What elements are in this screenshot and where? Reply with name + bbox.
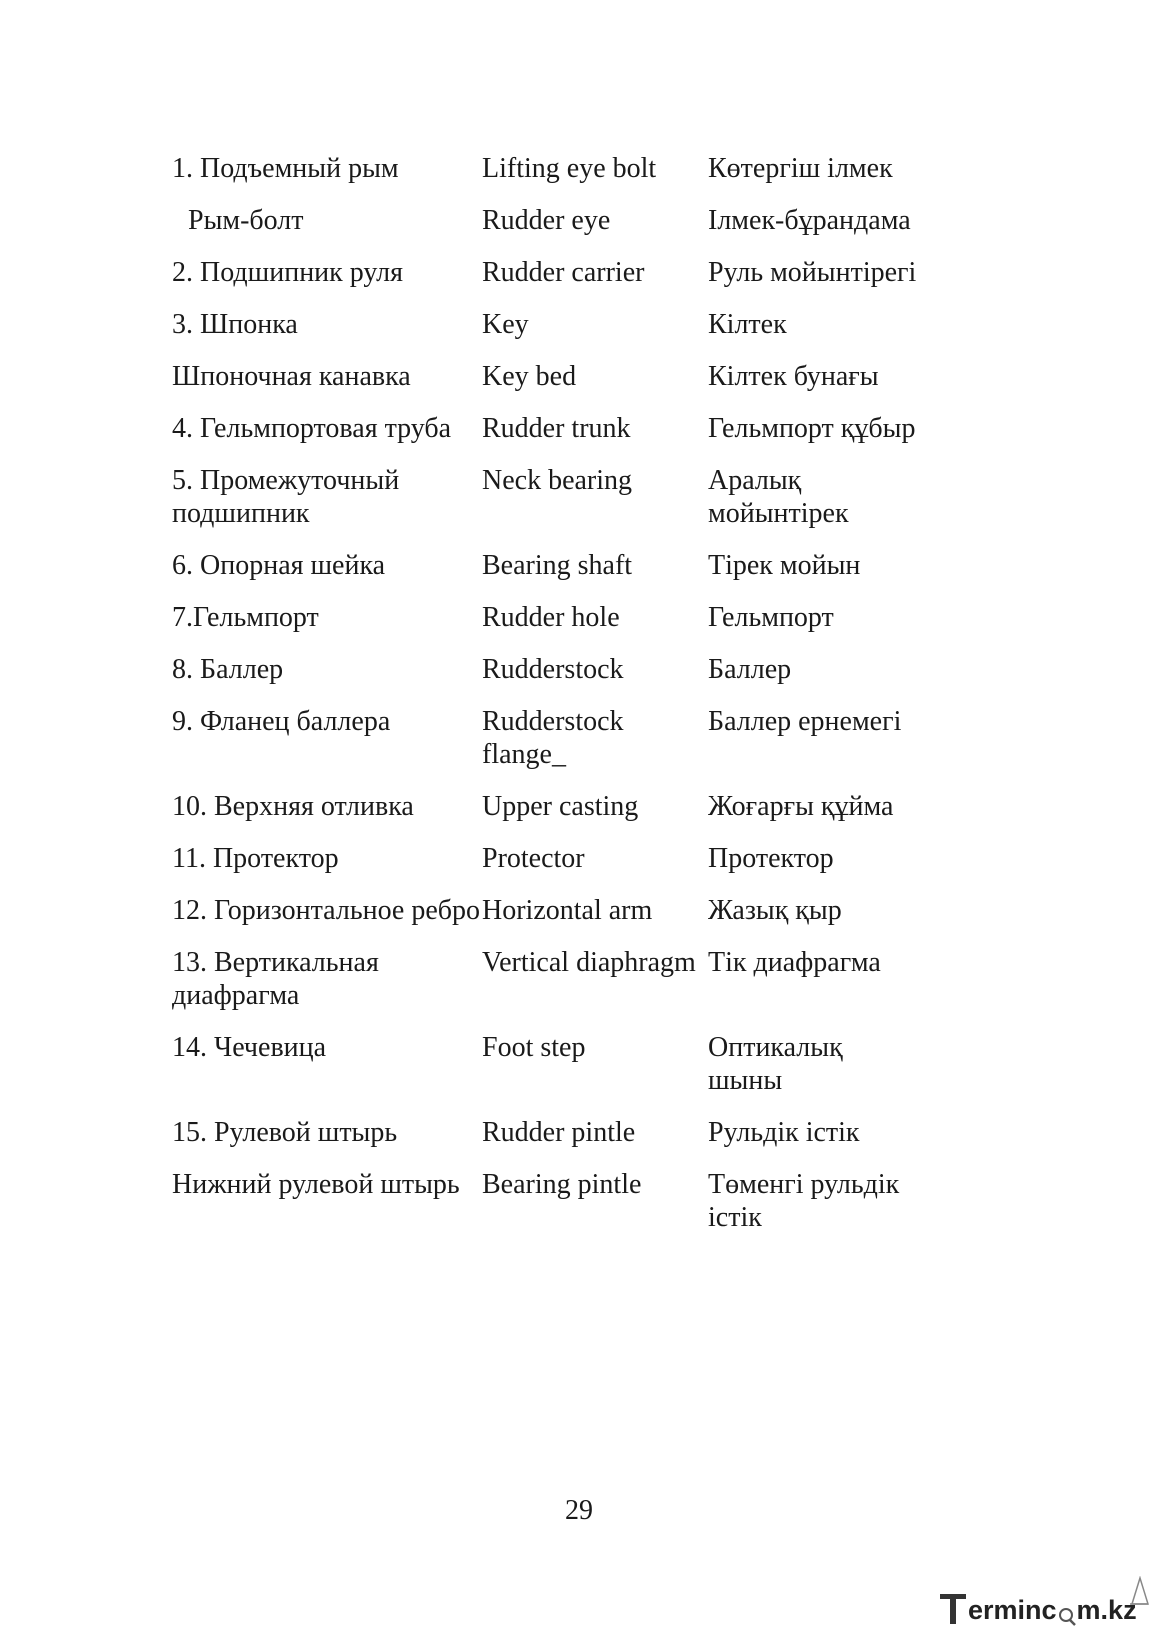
- term-russian: Рым-болт: [188, 205, 304, 236]
- logo-t-icon: [940, 1592, 966, 1626]
- term-russian: 1. Подъемный рым: [172, 153, 399, 184]
- term-english: Neck bearing: [482, 465, 633, 496]
- logo-sail-icon: [1128, 1576, 1150, 1606]
- glossary-row: [172, 1116, 922, 1168]
- term-kazakh: Кілтек бунағы: [708, 361, 879, 392]
- term-english: Rudderstock: [482, 654, 624, 685]
- term-english: Protector: [482, 843, 585, 874]
- logo-search-icon: [1057, 1602, 1077, 1626]
- term-english: Vertical diaphragm: [482, 947, 696, 978]
- term-russian: 13. Вертикальная диафрагма: [172, 947, 379, 1011]
- term-kazakh: Ілмек-бұрандама: [708, 205, 911, 236]
- term-kazakh: Баллер: [708, 654, 792, 685]
- term-english: Rudder carrier: [482, 257, 645, 288]
- glossary-row: [172, 152, 922, 204]
- term-english: Rudder pintle: [482, 1117, 636, 1148]
- term-russian: 7.Гельмпорт: [172, 602, 319, 633]
- glossary-row: [172, 204, 922, 256]
- term-english: Foot step: [482, 1032, 586, 1063]
- term-english: Rudder eye: [482, 205, 611, 236]
- glossary-row: [172, 464, 922, 549]
- glossary-row: [172, 1031, 922, 1116]
- term-russian: 11. Протектор: [172, 843, 339, 874]
- term-russian: Нижний рулевой штырь: [172, 1169, 460, 1200]
- term-russian: 3. Шпонка: [172, 309, 298, 340]
- term-russian: 15. Рулевой штырь: [172, 1117, 398, 1148]
- term-kazakh: Жазық қыр: [708, 895, 842, 926]
- term-russian: Шпоночная канавка: [172, 361, 411, 392]
- glossary-row: [172, 360, 922, 412]
- glossary-table: [172, 152, 922, 1253]
- term-kazakh: Баллер ернемегі: [708, 706, 902, 737]
- term-russian: 5. Промежуточный подшипник: [172, 465, 400, 529]
- glossary-row: [172, 946, 922, 1031]
- page-number: 29: [565, 1495, 593, 1526]
- glossary-body: [172, 152, 922, 1253]
- termincom-logo: [940, 1582, 1150, 1626]
- term-kazakh: Тірек мойын: [708, 550, 861, 581]
- glossary-row: [172, 601, 922, 653]
- glossary-row: [172, 549, 922, 601]
- logo-text-end: m.kz: [1076, 1595, 1137, 1625]
- glossary-row: [172, 790, 922, 842]
- term-kazakh: Рульдік істік: [708, 1117, 860, 1148]
- term-kazakh: Кілтек: [708, 309, 787, 340]
- logo-text-start: erminc: [968, 1595, 1057, 1625]
- term-russian: 10. Верхняя отливка: [172, 791, 414, 822]
- term-kazakh: Руль мойынтірегі: [708, 257, 917, 288]
- term-kazakh: Төменгі рульдік істік: [708, 1169, 900, 1233]
- glossary-row: [172, 842, 922, 894]
- term-kazakh: Оптикалық шыны: [708, 1032, 843, 1096]
- term-english: Rudder hole: [482, 602, 620, 633]
- term-english: Rudderstock flange_: [482, 706, 624, 770]
- term-russian: 9. Фланец баллера: [172, 706, 391, 737]
- glossary-row: [172, 412, 922, 464]
- term-russian: 14. Чечевица: [172, 1032, 327, 1063]
- term-russian: 6. Опорная шейка: [172, 550, 386, 581]
- term-english: Horizontal arm: [482, 895, 653, 926]
- term-kazakh: Жоғарғы құйма: [708, 791, 894, 822]
- term-russian: 12. Горизонтальное ребро: [172, 895, 481, 926]
- glossary-row: [172, 308, 922, 360]
- term-kazakh: Көтергіш ілмек: [708, 153, 893, 184]
- term-russian: 4. Гельмпортовая труба: [172, 413, 452, 444]
- term-kazakh: Тік диафрагма: [708, 947, 881, 978]
- term-english: Key: [482, 309, 529, 340]
- term-kazakh: Протектор: [708, 843, 834, 874]
- term-russian: 2. Подшипник руля: [172, 257, 404, 288]
- term-english: Key bed: [482, 361, 577, 392]
- term-english: Bearing shaft: [482, 550, 633, 581]
- term-english: Upper casting: [482, 791, 639, 822]
- glossary-row: [172, 256, 922, 308]
- glossary-row: [172, 1168, 922, 1253]
- term-english: Rudder trunk: [482, 413, 631, 444]
- glossary-row: [172, 894, 922, 946]
- term-kazakh: Гельмпорт құбыр: [708, 413, 916, 444]
- term-russian: 8. Баллер: [172, 654, 284, 685]
- glossary-row: [172, 705, 922, 790]
- term-english: Lifting eye bolt: [482, 153, 657, 184]
- glossary-row: [172, 653, 922, 705]
- term-english: Bearing pintle: [482, 1169, 642, 1200]
- term-kazakh: Гельмпорт: [708, 602, 834, 633]
- term-kazakh: Аралық мойынтірек: [708, 465, 849, 529]
